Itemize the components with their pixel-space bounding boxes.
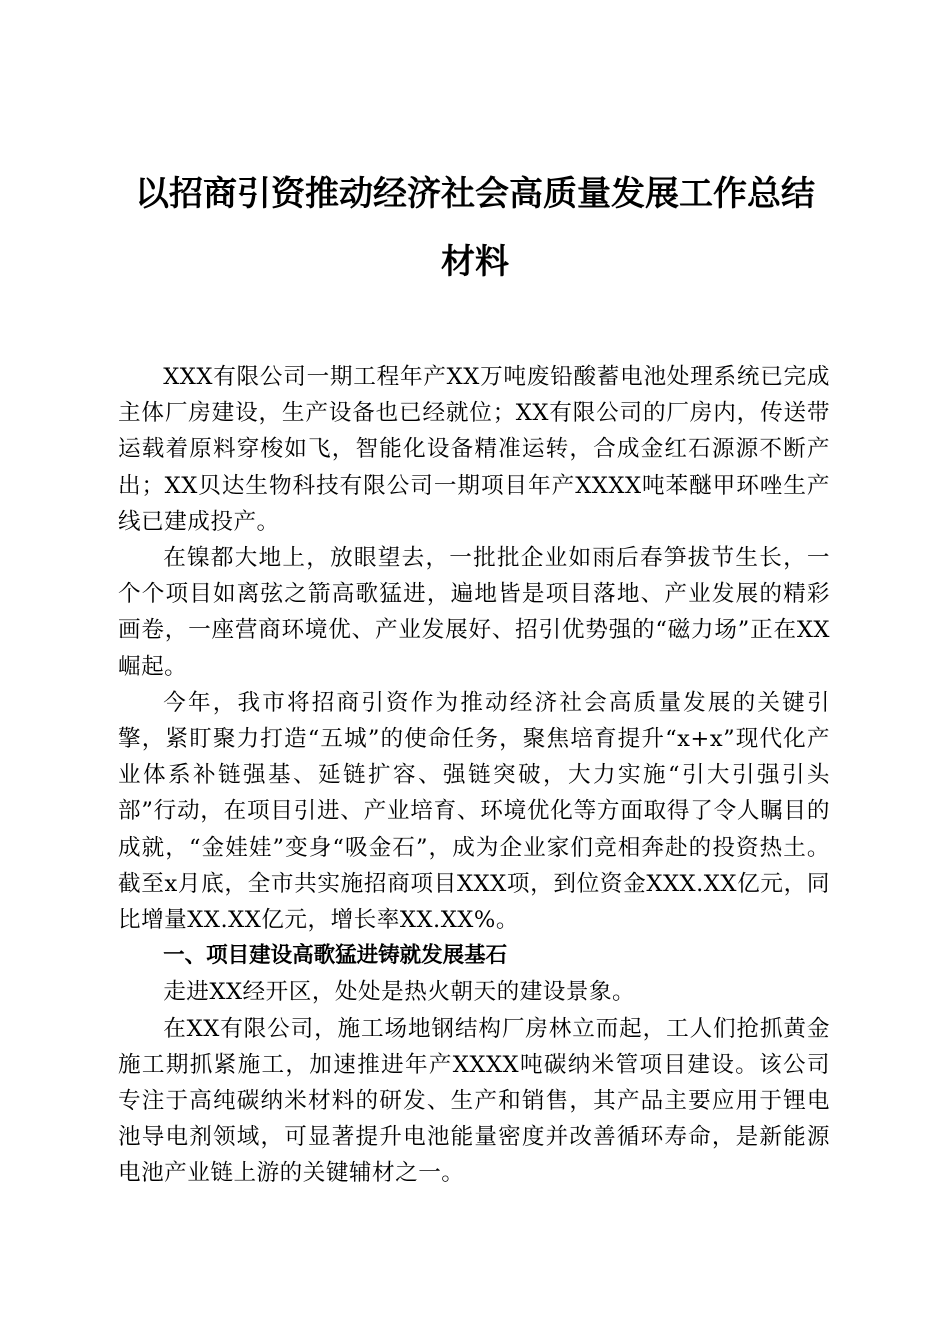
paragraph-intro-2: 在镍都大地上，放眼望去，一批批企业如雨后春笋拔节生长，一个个项目如离弦之箭高歌猛进，遍地皆是项目落地、产业发展的精彩画卷，一座营商环境优、产业发展好、招引优势强的“磁力场”正在XX崛起。: [118, 545, 830, 680]
paragraph-intro-3: 今年，我市将招商引资作为推动经济社会高质量发展的关键引擎，紧盯聚力打造“五城”的使命任务，聚焦培育提升“x+x”现代化产业体系补链强基、延链扩容、强链突破，大力实施“引大引强引头部”行动，在项目引进、产业培育、环境优化等方面取得了令人瞩目的成就，“金娃娃”变身“吸金石”，成为企业家们竞相奔赴的投资热土。截至x月底，全市共实施招商项目XXX项，到位资金XXX.XX亿元，同比增量XX.XX亿元，增长率XX.XX%。: [118, 689, 830, 934]
document-title-line-1: 以招商引资推动经济社会高质量发展工作总结: [135, 174, 815, 214]
document-body: [118, 359, 830, 1192]
section-heading-1: 一、项目建设高歌猛进铸就发展基石: [163, 943, 508, 969]
document-title-line-2: 材料: [441, 242, 509, 282]
paragraph-section1-1: 走进XX经开区，处处是热火朝天的建设景象。: [163, 979, 636, 1006]
paragraph-section1-2: 在XX有限公司，施工场地钢结构厂房林立而起，工人们抢抓黄金施工期抓紧施工，加速推进年产XXXX吨碳纳米管项目建设。该公司专注于高纯碳纳米材料的研发、生产和销售，其产品主要应用于锂电池导电剂领域，可显著提升电池能量密度并改善循环寿命，是新能源电池产业链上游的关键辅材之一。: [118, 1015, 830, 1187]
paragraph-intro-1: XXX有限公司一期工程年产XX万吨废铅酸蓄电池处理系统已完成主体厂房建设，生产设备也已经就位；XX有限公司的厂房内，传送带运载着原料穿梭如飞，智能化设备精准运转，合成金红石源源不断产出；XX贝达生物科技有限公司一期项目年产XXXX吨苯醚甲环唑生产线已建成投产。: [118, 364, 830, 535]
